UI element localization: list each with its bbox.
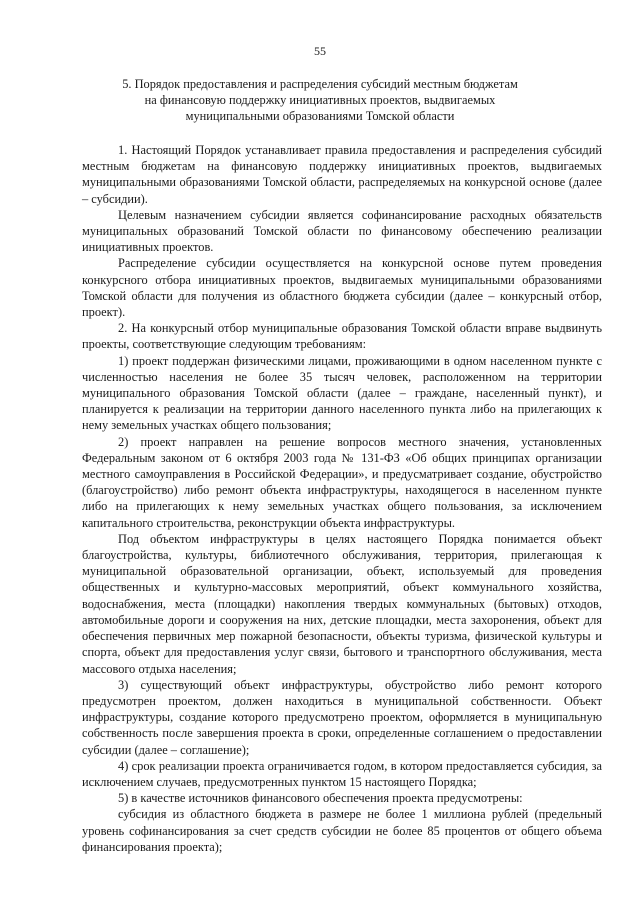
paragraph: 2. На конкурсный отбор муниципальные образования Томской области вправе выдвинуть проекты, соответствующие следующим требованиям:	[82, 321, 602, 352]
section-heading	[82, 76, 558, 124]
paragraph: 5) в качестве источников финансового обеспечения проекта предусмотрены:	[118, 791, 523, 806]
paragraph: субсидия из областного бюджета в размере не более 1 миллиона рублей (предельный уровень софинансирования за счет средств субсидии не более 85 процентов от общего объема финансирования проекта);	[82, 807, 602, 854]
paragraph: Распределение субсидии осуществляется на конкурсной основе путем проведения конкурсного отбора инициативных проектов, выдвигаемых муниципальными образованиями Томской области для получения из областного бюджета субсидии (далее – конкурсный отбор, проект).	[82, 256, 602, 320]
paragraph: 3) существующий объект инфраструктуры, обустройство либо ремонт которого предусмотрен проектом, должен находиться в муниципальной собственности. Объект инфраструктуры, создание которого предусмотрено проектом, оформляется в муниципальную собственность после завершения проекта в сроки, определенные соглашением о предоставлении субсидии (далее – соглашение);	[82, 677, 602, 757]
paragraph: 1. Настоящий Порядок устанавливает правила предоставления и распределения субсидий местным бюджетам на финансовую поддержку инициативных проектов, выдвигаемых муниципальными образованиями Томской области, распределяемых на конкурсной основе (далее – субсидии).	[82, 143, 602, 206]
heading-line: 5. Порядок предоставления и распределения субсидий местным бюджетам	[122, 77, 518, 91]
paragraph: 2) проект направлен на решение вопросов местного значения, установленных Федеральным законом от 6 октября 2003 года № 131-ФЗ «Об общих принципах организации местного самоуправления в Российской Федерации», и предусматривает создание, обустройство (благоустройство) либо ремонт объекта инфраструктуры, находящегося в населенном пункте либо на прилегающих к нему земельных участках общего пользования, за исключением капитального строительства, реконструкции объекта инфраструктуры.	[82, 434, 602, 530]
heading-line: на финансовую поддержку инициативных проектов, выдвигаемых	[144, 93, 496, 107]
paragraph: Под объектом инфраструктуры в целях настоящего Порядка понимается объект благоустройства, культуры, библиотечного обслуживания, территория, прилегающая к муниципальной образовательной организации, объект, используемый для проведения общественных и культурно-массовых мероприятий, объект коммунального хозяйства, водоснабжения, места (площадки) накопления твердых коммунальных (бытовых) отходов, автомобильные дороги и сооружения на них, детские площадки, места захоронения, объект для обеспечения первичных мер пожарной безопасности, объекты туризма, физической культуры и спорта, объект для предоставления услуг связи, бытового и транспортного обслуживания, места массового отдыха населения;	[82, 531, 602, 676]
heading-line: муниципальными образованиями Томской области	[185, 109, 455, 123]
paragraph: Целевым назначением субсидии является софинансирование расходных обязательств муниципальных образований Томской области по финансовому обеспечению реализации инициативных проектов.	[82, 207, 602, 255]
paragraph: 1) проект поддержан физическими лицами, проживающими в одном населенном пункте с численностью населения не более 35 тысяч человек, расположенном на территории муниципального образования Томской области (далее – граждане, населенный пункт), и планируется к реализации на территории данного населенного пункта либо на прилегающих к нему земельных участках общего пользования;	[82, 353, 602, 433]
document-body	[82, 142, 602, 855]
page-number: 55	[314, 44, 326, 58]
paragraph: 4) срок реализации проекта ограничивается годом, в котором предоставляется субсидия, за исключением случаев, предусмотренных пунктом 15 настоящего Порядка;	[82, 758, 602, 789]
